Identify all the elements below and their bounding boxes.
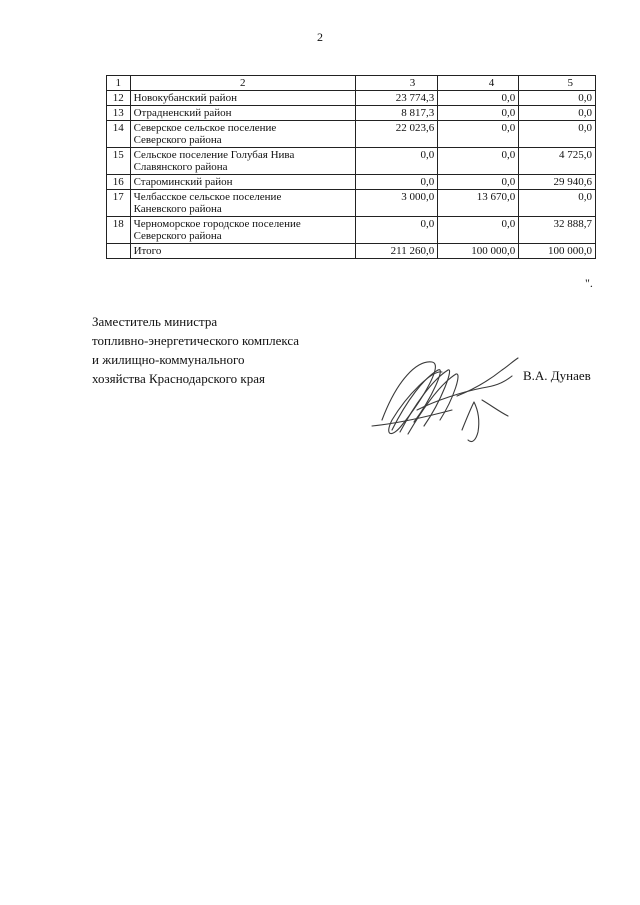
row-value-col4: 0,0 (438, 148, 519, 175)
row-name-line: Отрадненский район (133, 107, 232, 119)
row-number: 15 (107, 148, 131, 175)
row-value-col4: 0,0 (438, 121, 519, 148)
row-name (130, 91, 355, 106)
total-value-col5: 100 000,0 (519, 244, 596, 259)
header-col-1: 1 (107, 76, 131, 91)
table-row (107, 106, 596, 121)
header-col-2: 2 (130, 76, 355, 91)
row-value-col4: 0,0 (438, 106, 519, 121)
row-value-col4: 0,0 (438, 217, 519, 244)
row-number: 14 (107, 121, 131, 148)
row-value-col4: 0,0 (438, 175, 519, 190)
row-name-line: Северского района (133, 134, 222, 146)
row-value-col5: 0,0 (519, 91, 596, 106)
handwritten-signature (362, 340, 532, 450)
row-value-col5: 32 888,7 (519, 217, 596, 244)
signatory-title (92, 312, 299, 388)
row-value-col3: 0,0 (355, 175, 437, 190)
signatory-title-line: и жилищно-коммунального (92, 352, 245, 367)
row-value-col5: 0,0 (519, 121, 596, 148)
row-value-col4: 0,0 (438, 91, 519, 106)
closing-quote-mark: ". (585, 276, 593, 290)
row-value-col5: 0,0 (519, 190, 596, 217)
row-value-col3: 23 774,3 (355, 91, 437, 106)
row-name (130, 121, 355, 148)
row-value-col4: 13 670,0 (438, 190, 519, 217)
header-col-3: 3 (355, 76, 437, 91)
row-number: 18 (107, 217, 131, 244)
header-col-5: 5 (519, 76, 596, 91)
row-value-col3: 22 023,6 (355, 121, 437, 148)
row-name-line: Славянского района (133, 161, 228, 173)
header-col-4: 4 (438, 76, 519, 91)
table-total-row (107, 244, 596, 259)
row-name-line: Сельское поселение Голубая Нива (133, 149, 295, 161)
table-row (107, 121, 596, 148)
page-number: 2 (317, 30, 323, 44)
row-value-col5: 29 940,6 (519, 175, 596, 190)
row-number: 13 (107, 106, 131, 121)
row-number: 12 (107, 91, 131, 106)
signatory-title-line: топливно-энергетического комплекса (92, 333, 300, 348)
table-row (107, 217, 596, 244)
row-number: 17 (107, 190, 131, 217)
total-label: Итого (130, 244, 355, 259)
row-name-line: Каневского района (133, 203, 222, 215)
row-number: 16 (107, 175, 131, 190)
row-value-col3: 0,0 (355, 148, 437, 175)
table-row (107, 190, 596, 217)
row-name (130, 217, 355, 244)
row-name-line: Новокубанский район (133, 92, 237, 104)
row-name-line: Черноморское городское поселение (133, 218, 301, 230)
row-name (130, 175, 355, 190)
row-name-line: Северское сельское поселение (133, 122, 277, 134)
total-value-col4: 100 000,0 (438, 244, 519, 259)
row-name-line: Северского района (133, 230, 222, 242)
row-name-line: Челбасское сельское поселение (133, 191, 282, 203)
signatory-title-line: Заместитель министра (92, 314, 218, 329)
row-value-col3: 3 000,0 (355, 190, 437, 217)
table-header-row (107, 76, 596, 91)
row-name (130, 148, 355, 175)
total-number (107, 244, 131, 259)
row-value-col3: 0,0 (355, 217, 437, 244)
total-value-col3: 211 260,0 (355, 244, 437, 259)
signatory-title-line: хозяйства Краснодарского края (92, 371, 265, 386)
row-value-col5: 0,0 (519, 106, 596, 121)
allocation-table (106, 75, 596, 259)
table-row (107, 91, 596, 106)
row-name (130, 106, 355, 121)
table-row (107, 148, 596, 175)
row-name-line: Староминский район (133, 176, 233, 188)
row-value-col5: 4 725,0 (519, 148, 596, 175)
table-row (107, 175, 596, 190)
row-value-col3: 8 817,3 (355, 106, 437, 121)
row-name (130, 190, 355, 217)
signer-name: В.А. Дунаев (523, 368, 591, 383)
